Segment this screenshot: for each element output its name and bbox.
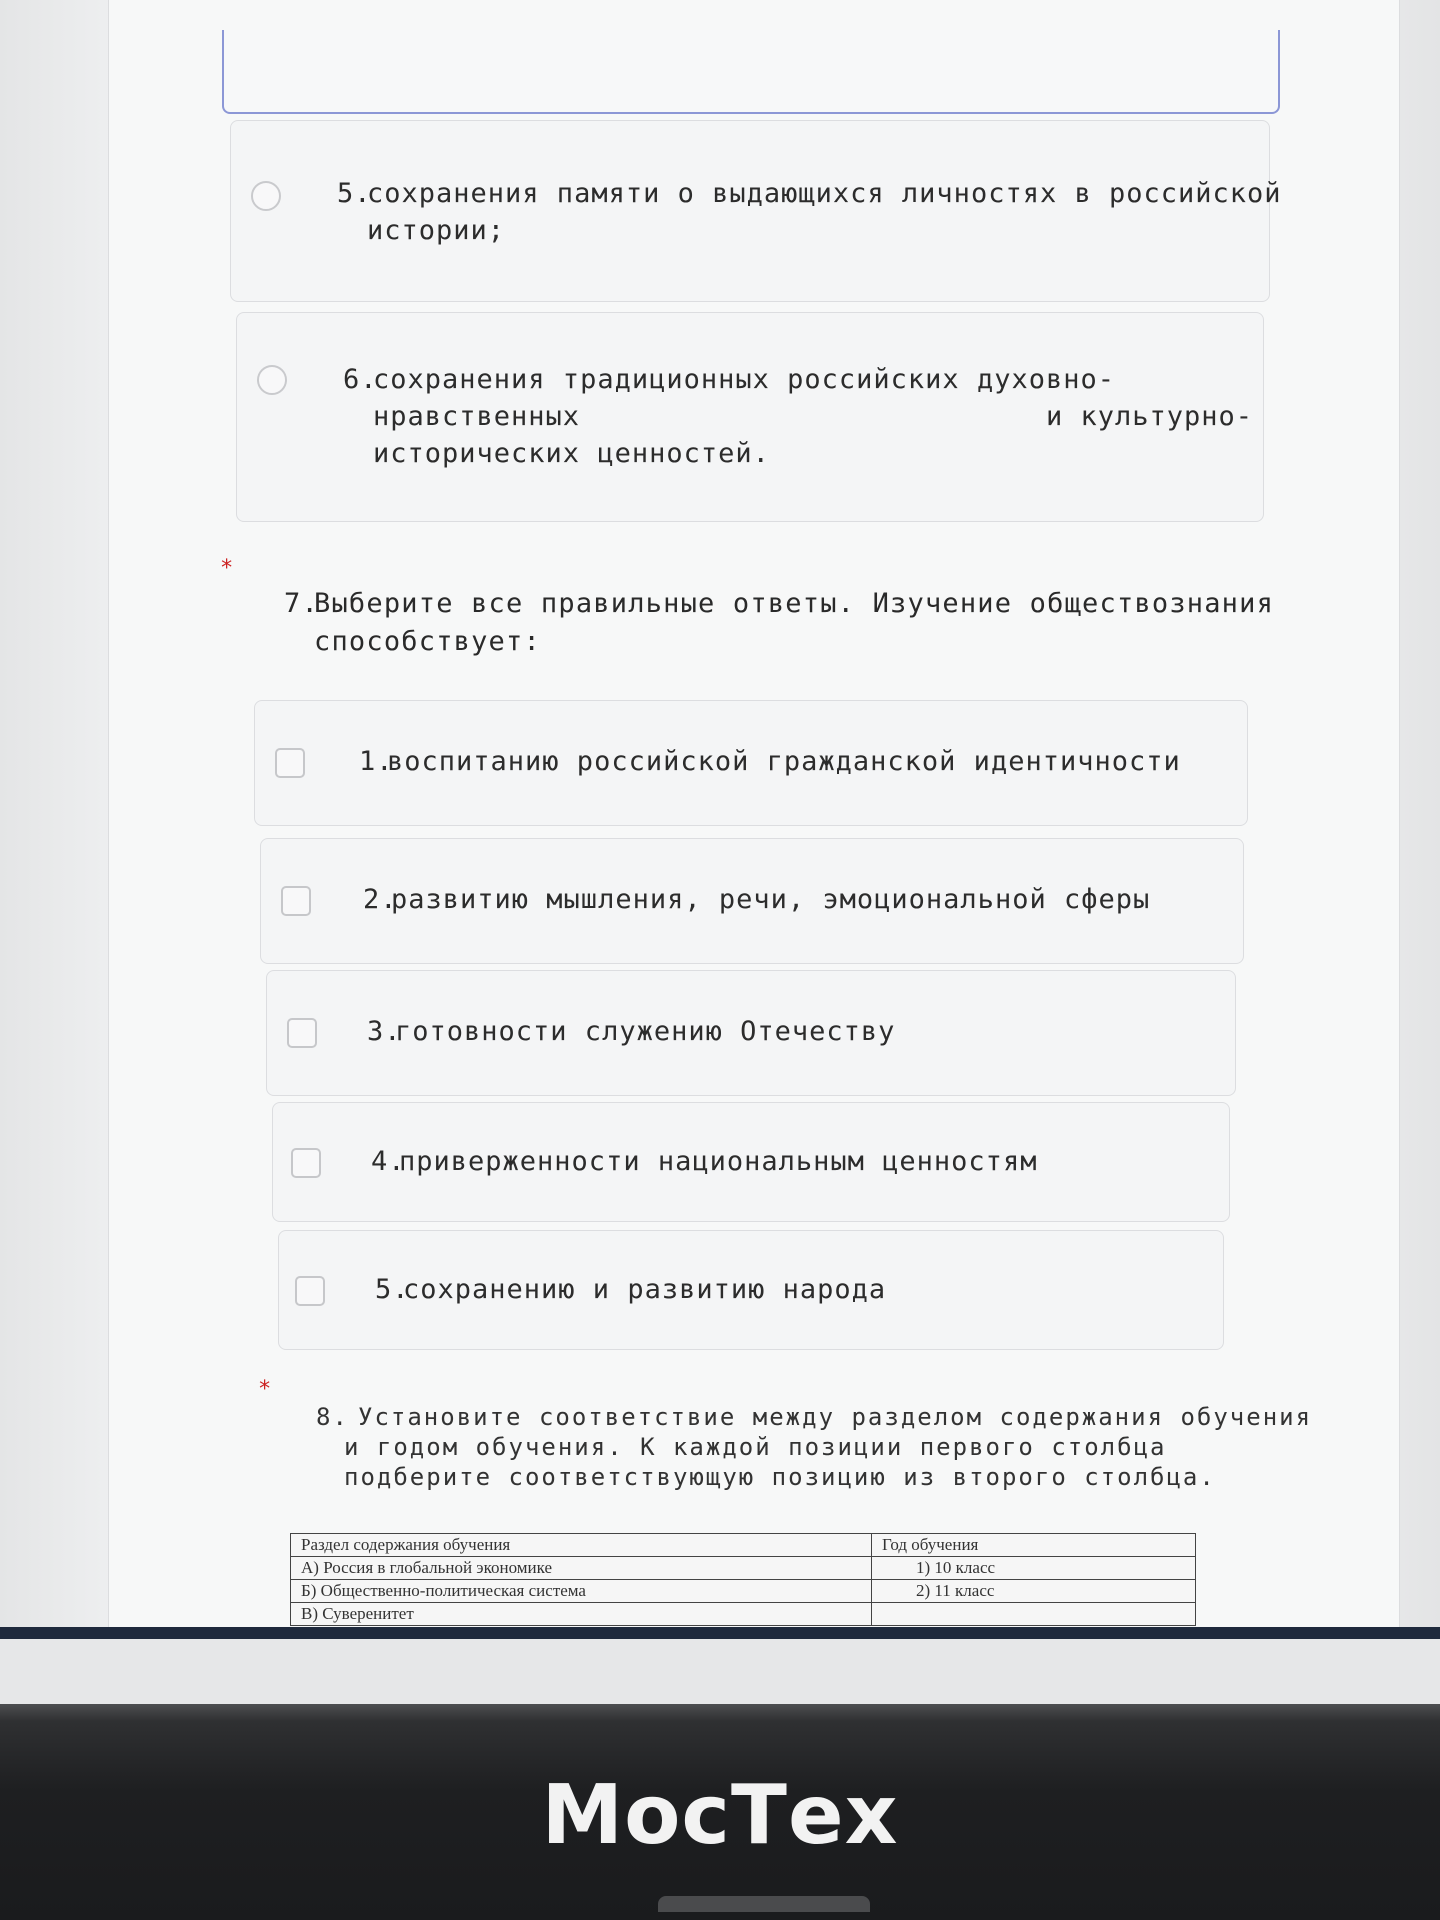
option-text: готовности служению Отечеству [395,1016,896,1047]
table-cell [872,1603,1196,1626]
question-title-line: Выберите все правильные ответы. Изучение обществознания [314,588,1275,619]
radio-button[interactable] [251,181,281,211]
checkbox[interactable] [295,1276,325,1306]
question-title-line: и годом обучения. К каждой позиции первого столбца [344,1433,1167,1461]
checkbox[interactable] [275,748,305,778]
question-title-line: Установите соответствие между разделом содержания обучения [358,1403,1313,1431]
table-row [291,1580,1196,1603]
radio-option-5[interactable] [230,120,1282,302]
option-text-line: сохранения памяти о выдающихся личностях в российской [367,178,1282,209]
option-text-line: сохранения традиционных российских духовно- [373,364,1115,395]
table-header-cell: Раздел содержания обучения [291,1534,872,1557]
required-asterisk: * [220,556,234,581]
table-cell: А) Россия в глобальной экономике [291,1557,872,1580]
option-number: 5. [375,1274,410,1305]
option-number: 4. [371,1146,406,1177]
table-cell: 2) 11 класс [872,1580,1196,1603]
brand-logo: МосТех [541,1768,899,1863]
taskbar-edge [0,1627,1440,1639]
option-text: приверженности национальным ценностям [399,1146,1038,1177]
option-number: 3. [367,1016,402,1047]
checkbox-option-2[interactable] [260,838,1244,964]
checkbox[interactable] [287,1018,317,1048]
checkbox-option-3[interactable] [266,970,1236,1096]
question-number: 8. [316,1403,349,1431]
question-title-line: способствует: [314,626,541,657]
option-text: воспитанию российской гражданской идентичности [387,746,1181,777]
option-number: 5. [337,178,372,209]
option-number: 2. [363,884,398,915]
table-header-cell: Год обучения [872,1534,1196,1557]
checkbox[interactable] [291,1148,321,1178]
checkbox-option-5[interactable] [278,1230,1224,1350]
option-text: сохранению и развитию народа [403,1274,887,1305]
matching-table [290,1533,1196,1626]
table-row [291,1557,1196,1580]
table-cell: Б) Общественно-политическая система [291,1580,872,1603]
checkbox-option-4[interactable] [272,1102,1230,1222]
table-cell: В) Суверенитет [291,1603,872,1626]
table-row [291,1603,1196,1626]
screen-bottom-strip [0,1639,1440,1704]
option-text-line: нравственных и культурно- [373,401,1254,432]
radio-option-6[interactable] [236,312,1264,522]
option-number: 1. [359,746,394,777]
answer-input-remnant[interactable] [222,30,1280,114]
question-number: 7. [284,588,319,619]
option-number: 6. [343,364,378,395]
option-text-line: исторических ценностей. [373,438,770,469]
question-title-line: подберите соответствующую позицию из второго столбца. [344,1463,1216,1491]
option-text: развитию мышления, речи, эмоциональной сферы [391,884,1151,915]
required-asterisk: * [258,1377,272,1402]
monitor-stand-notch [658,1896,870,1912]
radio-button[interactable] [257,365,287,395]
checkbox[interactable] [281,886,311,916]
option-text-line: истории; [367,215,506,246]
checkbox-option-1[interactable] [254,700,1248,826]
table-cell: 1) 10 класс [872,1557,1196,1580]
table-header-row [291,1534,1196,1557]
